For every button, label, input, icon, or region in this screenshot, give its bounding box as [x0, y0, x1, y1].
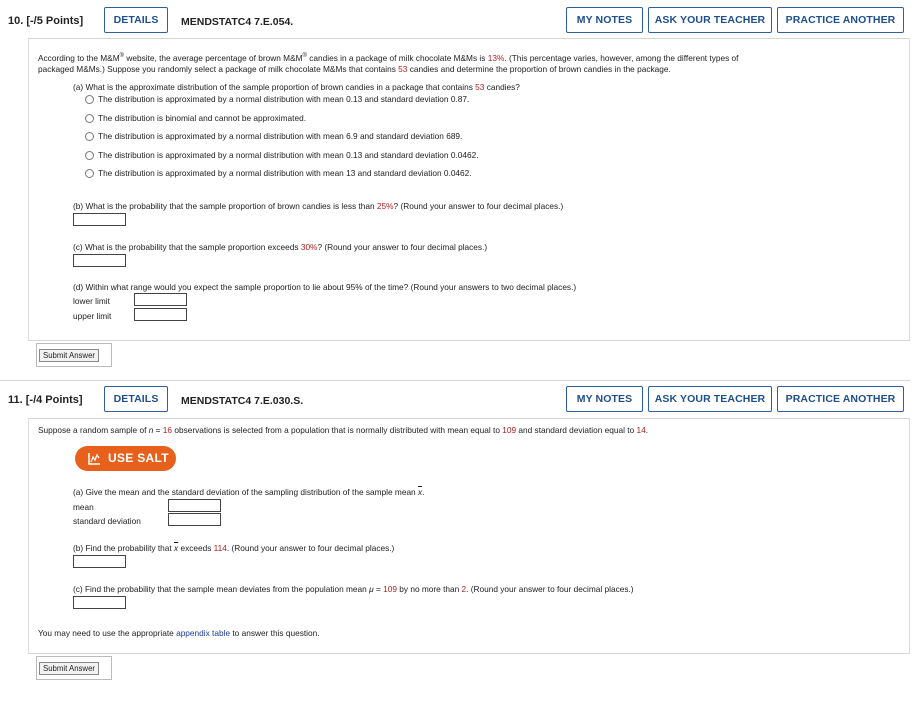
salt-chart-icon [88, 452, 101, 465]
q11-part-c-input[interactable] [73, 596, 126, 609]
q10-option-5-radio[interactable] [85, 169, 94, 178]
q10-details-button[interactable]: DETAILS [104, 7, 168, 33]
appendix-table-link[interactable]: appendix table [176, 628, 231, 638]
q10-part-b-question: (b) What is the probability that the sample proportion of brown candies is less than 25%? (Round your answer to four decimal places.) [73, 201, 564, 211]
q10-header-divider [28, 38, 910, 39]
q10-intro-line2: packaged M&Ms.) Suppose you randomly select a package of milk chocolate M&Ms that contains 53 candies and determine the proportion of brown candies in the package. [38, 64, 671, 74]
q11-mean-input[interactable] [168, 499, 221, 512]
q11-right-border [909, 418, 910, 653]
q11-part-c-question: (c) Find the probability that the sample mean deviates from the population mean μ = 109 by no more than 2. (Round your answer to four decimal places.) [73, 584, 634, 594]
q11-part-a-question: (a) Give the mean and the standard deviation of the sampling distribution of the sample mean $\overline{x}$. [73, 487, 425, 497]
q10-upper-limit-label: upper limit [73, 311, 112, 321]
q10-left-border [28, 38, 29, 340]
q10-right-border [909, 38, 910, 340]
q10-part-c-input[interactable] [73, 254, 126, 267]
q11-part-b-input[interactable] [73, 555, 126, 568]
q10-practice-another-button[interactable]: PRACTICE ANOTHER [777, 7, 904, 33]
q11-submit-button[interactable]: Submit Answer [39, 662, 99, 675]
q10-my-notes-button[interactable]: MY NOTES [566, 7, 643, 33]
q10-points: 10. [-/5 Points] [8, 15, 84, 27]
q10-header [0, 2, 910, 40]
q10-bottom-divider [28, 340, 910, 341]
q11-sd-input[interactable] [168, 513, 221, 526]
q11-ask-teacher-button[interactable]: ASK YOUR TEACHER [648, 386, 772, 412]
q11-details-button[interactable]: DETAILS [104, 386, 168, 412]
q10-option-4-radio[interactable] [85, 151, 94, 160]
q11-left-border [28, 418, 29, 653]
q10-part-a-question: (a) What is the approximate distribution of the sample proportion of brown candies in a package that contains 53 candies? [73, 82, 520, 92]
q10-option-2-radio[interactable] [85, 114, 94, 123]
use-salt-button[interactable] [75, 446, 176, 471]
q10-lower-limit-input[interactable] [134, 293, 187, 306]
q11-header-divider [28, 418, 910, 419]
q10-upper-limit-input[interactable] [134, 308, 187, 321]
q10-problem-id: MENDSTATC4 7.E.054. [181, 16, 294, 28]
q10-lower-limit-label: lower limit [73, 296, 110, 306]
q11-sd-label: standard deviation [73, 516, 141, 526]
q10-submit-button[interactable]: Submit Answer [39, 349, 99, 362]
q11-bottom-divider [28, 653, 910, 654]
q11-mean-label: mean [73, 502, 94, 512]
q10-option-4-label: The distribution is approximated by a normal distribution with mean 0.13 and standard deviation 0.0462. [98, 150, 479, 160]
q10-option-1-label: The distribution is approximated by a normal distribution with mean 0.13 and standard deviation 0.87. [98, 94, 470, 104]
q10-part-d-question: (d) Within what range would you expect the sample proportion to lie about 95% of the time? (Round your answers to two decimal places.) [73, 282, 577, 292]
q11-part-b-question: (b) Find the probability that $\overline{x}$ exceeds 114. (Round your answer to four decimal places.) [73, 543, 395, 553]
q11-my-notes-button[interactable]: MY NOTES [566, 386, 643, 412]
q10-part-b-input[interactable] [73, 213, 126, 226]
q10-part-c-question: (c) What is the probability that the sample proportion exceeds 30%? (Round your answer to four decimal places.) [73, 242, 488, 252]
q11-points: 11. [-/4 Points] [8, 394, 83, 406]
q11-problem-id: MENDSTATC4 7.E.030.S. [181, 395, 304, 407]
q10-option-5-label: The distribution is approximated by a normal distribution with mean 13 and standard deviation 0.0462. [98, 168, 472, 178]
q10-percent-13: 13% [487, 52, 505, 63]
q11-appendix-note: You may need to use the appropriate appendix table to answer this question. [38, 628, 320, 638]
q10-option-3-radio[interactable] [85, 132, 94, 141]
q11-intro: Suppose a random sample of n = 16 observations is selected from a population that is normally distributed with mean equal to 109 and standard deviation equal to 14. [38, 425, 649, 435]
q10-option-1-radio[interactable] [85, 95, 94, 104]
use-salt-label: USE SALT [108, 451, 169, 465]
q11-header [0, 381, 910, 419]
q10-intro-line1: According to the M&M® website, the average percentage of brown M&M® candies in a package of milk chocolate M&Ms is 13%. (This percentage varies, however, among the different types of [38, 52, 739, 63]
q11-practice-another-button[interactable]: PRACTICE ANOTHER [777, 386, 904, 412]
q10-option-3-label: The distribution is approximated by a normal distribution with mean 6.9 and standard deviation 689. [98, 131, 463, 141]
q10-option-2-label: The distribution is binomial and cannot be approximated. [98, 113, 307, 123]
q10-ask-teacher-button[interactable]: ASK YOUR TEACHER [648, 7, 772, 33]
